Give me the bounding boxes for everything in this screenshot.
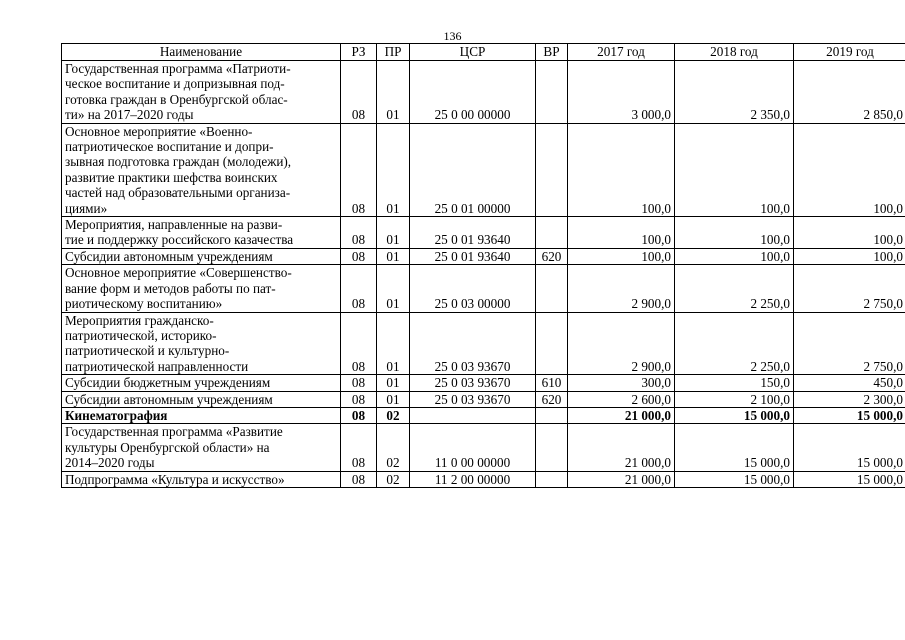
- cell-pr: 02: [377, 424, 410, 471]
- cell-vr: [536, 471, 568, 487]
- cell-pr: 02: [377, 407, 410, 423]
- cell-rz: 08: [341, 123, 377, 216]
- cell-rz: 08: [341, 407, 377, 423]
- cell-rz: 08: [341, 61, 377, 124]
- cell-y2018: 15 000,0: [675, 424, 794, 471]
- table-row: [62, 265, 905, 312]
- col-header-rz: РЗ: [341, 44, 377, 61]
- cell-y2017: 100,0: [568, 248, 675, 264]
- table-row: [62, 248, 905, 264]
- cell-vr: [536, 265, 568, 312]
- cell-y2018: 2 350,0: [675, 61, 794, 124]
- cell-name: [62, 217, 341, 249]
- cell-name-line: 2014–2020 годы: [65, 455, 155, 471]
- cell-y2018: 15 000,0: [675, 407, 794, 423]
- cell-name: [62, 265, 341, 312]
- cell-csr: 25 0 03 93670: [410, 391, 536, 407]
- cell-y2019: 2 750,0: [794, 265, 905, 312]
- cell-name-line: ческое воспитание и допризывная под-: [65, 76, 285, 92]
- cell-name: [62, 407, 341, 423]
- cell-name-line: зывная подготовка граждан (молодежи),: [65, 154, 292, 170]
- cell-pr: 02: [377, 471, 410, 487]
- cell-pr: 01: [377, 312, 410, 375]
- cell-y2019: 2 850,0: [794, 61, 905, 124]
- cell-name: [62, 123, 341, 216]
- cell-y2018: 2 250,0: [675, 312, 794, 375]
- cell-name-line: культуры Оренбургской области» на: [65, 439, 270, 455]
- cell-pr: 01: [377, 248, 410, 264]
- table-row: [62, 61, 905, 124]
- cell-csr: 25 0 00 00000: [410, 61, 536, 124]
- col-header-2019: 2019 год: [794, 44, 905, 61]
- table-row: [62, 424, 905, 471]
- cell-name: [62, 391, 341, 407]
- table-row: [62, 217, 905, 249]
- cell-y2017: 21 000,0: [568, 407, 675, 423]
- header-row: [62, 44, 905, 61]
- cell-pr: 01: [377, 375, 410, 391]
- col-header-vr: ВР: [536, 44, 568, 61]
- cell-y2019: 15 000,0: [794, 407, 905, 423]
- cell-y2017: 2 900,0: [568, 312, 675, 375]
- cell-y2017: 100,0: [568, 217, 675, 249]
- cell-csr: 25 0 01 93640: [410, 217, 536, 249]
- cell-y2018: 150,0: [675, 375, 794, 391]
- cell-vr: [536, 123, 568, 216]
- cell-name-line: Субсидии автономным учреждениям: [65, 248, 273, 264]
- col-header-name: Наименование: [62, 44, 341, 61]
- page-number: 136: [443, 29, 462, 43]
- cell-name-line: Кинематография: [65, 407, 168, 423]
- cell-csr: 25 0 01 00000: [410, 123, 536, 216]
- cell-pr: 01: [377, 265, 410, 312]
- cell-y2018: 100,0: [675, 217, 794, 249]
- cell-rz: 08: [341, 312, 377, 375]
- col-header-2017: 2017 год: [568, 44, 675, 61]
- cell-name: [62, 61, 341, 124]
- cell-csr: 11 0 00 00000: [410, 424, 536, 471]
- cell-name: [62, 471, 341, 487]
- cell-rz: 08: [341, 424, 377, 471]
- cell-pr: 01: [377, 391, 410, 407]
- cell-csr: [410, 407, 536, 423]
- table-row: [62, 375, 905, 391]
- cell-rz: 08: [341, 217, 377, 249]
- cell-csr: 25 0 03 93670: [410, 375, 536, 391]
- cell-vr: [536, 407, 568, 423]
- cell-name: [62, 375, 341, 391]
- cell-y2017: 2 900,0: [568, 265, 675, 312]
- cell-rz: 08: [341, 248, 377, 264]
- cell-name-line: Подпрограмма «Культура и искусство»: [65, 471, 285, 487]
- cell-vr: [536, 424, 568, 471]
- cell-y2019: 100,0: [794, 217, 905, 249]
- cell-y2018: 2 250,0: [675, 265, 794, 312]
- cell-y2017: 2 600,0: [568, 391, 675, 407]
- cell-csr: 25 0 01 93640: [410, 248, 536, 264]
- cell-y2019: 15 000,0: [794, 424, 905, 471]
- cell-vr: [536, 61, 568, 124]
- cell-y2018: 15 000,0: [675, 471, 794, 487]
- cell-y2018: 100,0: [675, 248, 794, 264]
- table-row: [62, 391, 905, 407]
- cell-name-line: Мероприятия гражданско-: [65, 312, 214, 328]
- cell-name-line: готовка граждан в Оренбургской облас-: [65, 91, 288, 107]
- cell-vr: 620: [536, 391, 568, 407]
- cell-y2019: 15 000,0: [794, 471, 905, 487]
- cell-csr: 11 2 00 00000: [410, 471, 536, 487]
- cell-y2019: 450,0: [794, 375, 905, 391]
- cell-vr: [536, 217, 568, 249]
- cell-name: [62, 312, 341, 375]
- cell-name-line: патриотической и культурно-: [65, 343, 230, 359]
- cell-pr: 01: [377, 61, 410, 124]
- table-body: [62, 61, 905, 488]
- col-header-2018: 2018 год: [675, 44, 794, 61]
- cell-y2019: 2 750,0: [794, 312, 905, 375]
- cell-rz: 08: [341, 375, 377, 391]
- cell-name-line: патриотической направленности: [65, 358, 249, 374]
- budget-table: [61, 43, 905, 488]
- cell-y2019: 2 300,0: [794, 391, 905, 407]
- table-row: [62, 312, 905, 375]
- cell-name-line: тие и поддержку российского казачества: [65, 232, 294, 248]
- col-header-pr: ПР: [377, 44, 410, 61]
- cell-name-line: Мероприятия, направленные на разви-: [65, 217, 283, 233]
- cell-y2017: 21 000,0: [568, 424, 675, 471]
- cell-y2017: 300,0: [568, 375, 675, 391]
- cell-name-line: Субсидии бюджетным учреждениям: [65, 375, 271, 391]
- cell-vr: 610: [536, 375, 568, 391]
- cell-pr: 01: [377, 217, 410, 249]
- cell-name-line: риотическому воспитанию»: [65, 296, 223, 312]
- cell-name-line: патриотическое воспитание и допри-: [65, 139, 274, 155]
- cell-rz: 08: [341, 471, 377, 487]
- cell-name-line: Государственная программа «Патриоти-: [65, 61, 291, 76]
- table-row: [62, 407, 905, 423]
- cell-name-line: Основное мероприятие «Военно-: [65, 123, 253, 139]
- cell-name: [62, 424, 341, 471]
- cell-name: [62, 248, 341, 264]
- cell-y2017: 100,0: [568, 123, 675, 216]
- cell-vr: [536, 312, 568, 375]
- cell-csr: 25 0 03 93670: [410, 312, 536, 375]
- cell-name-line: Субсидии автономным учреждениям: [65, 391, 273, 407]
- cell-y2018: 100,0: [675, 123, 794, 216]
- cell-y2017: 21 000,0: [568, 471, 675, 487]
- cell-y2018: 2 100,0: [675, 391, 794, 407]
- cell-name-line: развитие практики шефства воинских: [65, 169, 278, 185]
- cell-name-line: частей над образовательными организа-: [65, 185, 291, 201]
- cell-name-line: Основное мероприятие «Совершенство-: [65, 265, 292, 281]
- cell-name-line: Государственная программа «Развитие: [65, 424, 283, 440]
- cell-name-line: циями»: [65, 200, 108, 216]
- col-header-csr: ЦСР: [410, 44, 536, 61]
- cell-y2019: 100,0: [794, 123, 905, 216]
- cell-vr: 620: [536, 248, 568, 264]
- cell-name-line: патриотической, историко-: [65, 327, 217, 343]
- cell-y2019: 100,0: [794, 248, 905, 264]
- cell-name-line: ти» на 2017–2020 годы: [65, 107, 194, 123]
- table-row: [62, 471, 905, 487]
- cell-rz: 08: [341, 391, 377, 407]
- cell-pr: 01: [377, 123, 410, 216]
- cell-rz: 08: [341, 265, 377, 312]
- table-row: [62, 123, 905, 216]
- cell-csr: 25 0 03 00000: [410, 265, 536, 312]
- cell-name-line: вание форм и методов работы по пат-: [65, 280, 276, 296]
- cell-y2017: 3 000,0: [568, 61, 675, 124]
